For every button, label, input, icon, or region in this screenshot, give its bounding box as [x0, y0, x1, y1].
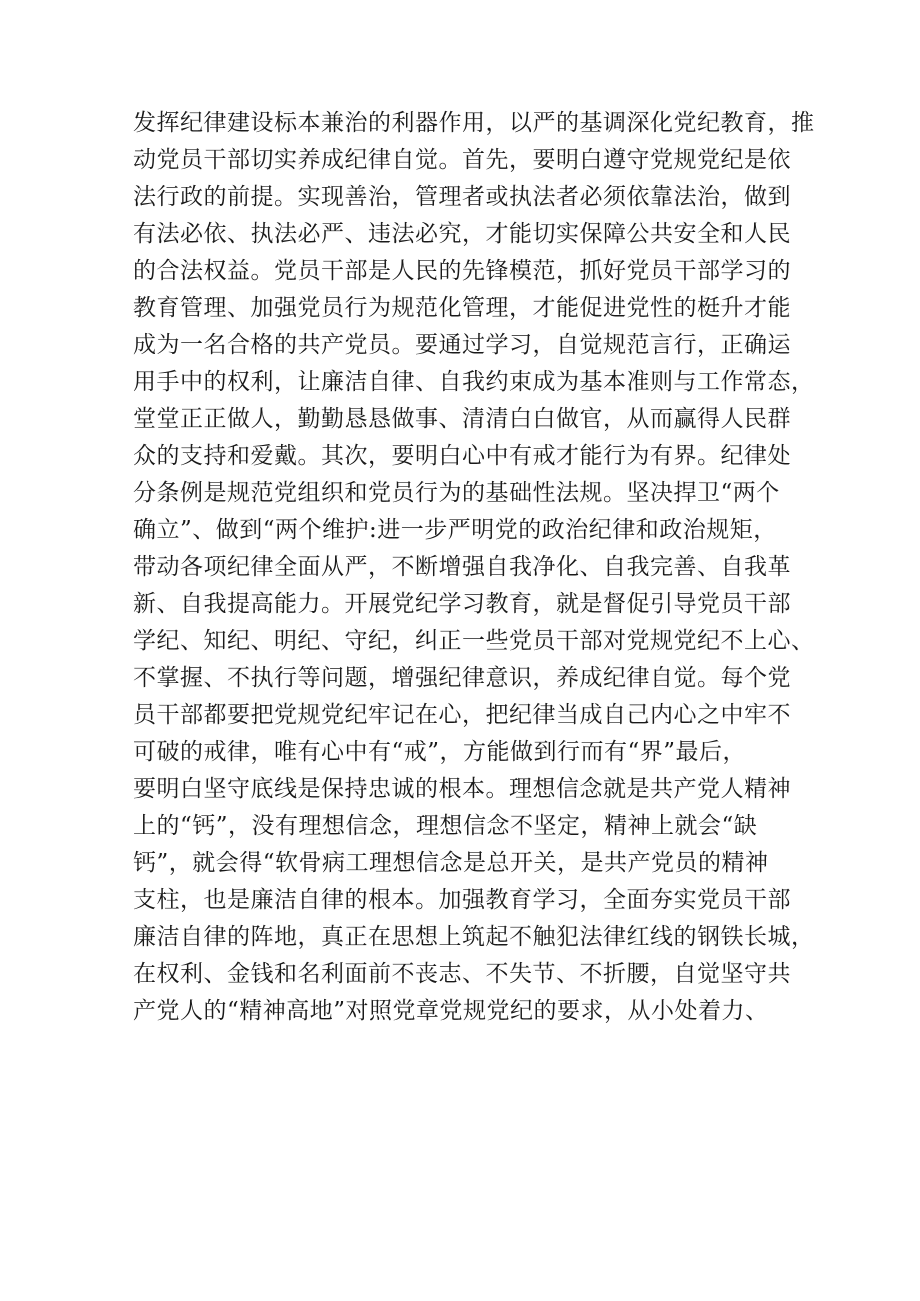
text-line: 法行政的前提。实现善治，管理者或执法者必须依靠法治，做到: [133, 184, 791, 210]
text-line: 学纪、知纪、明纪、守纪，纠正一些党员干部对党规党纪不上心、: [133, 628, 815, 654]
text-line: 发挥纪律建设标本兼治的利器作用，以严的基调深化党纪教育，推: [133, 110, 815, 136]
text-line: 众的支持和爱戴。其次，要明白心中有戒才能行为有界。纪律处: [133, 443, 791, 469]
text-line: 在权利、金钱和名利面前不丧志、不失节、不折腰，自觉坚守共: [133, 961, 791, 987]
text-line: 不掌握、不执行等问题，增强纪律意识，养成纪律自觉。每个党: [133, 665, 791, 691]
text-line: 员干部都要把党规党纪牢记在心，把纪律当成自己内心之中牢不: [133, 702, 791, 728]
text-line: 要明白坚守底线是保持忠诚的根本。理想信念就是共产党人精神: [133, 776, 791, 802]
text-line: 分条例是规范党组织和党员行为的基础性法规。坚决捍卫“两个: [133, 480, 780, 506]
text-line: 可破的戒律，唯有心中有“戒”，方能做到行而有“界”最后，: [133, 739, 747, 765]
text-line: 上的“钙”，没有理想信念，理想信念不坚定，精神上就会“缺: [133, 813, 758, 839]
text-line: 成为一名合格的共产党员。要通过学习，自觉规范言行，正确运: [133, 332, 791, 358]
text-line: 教育管理、加强党员行为规范化管理，才能促进党性的梃升才能: [133, 295, 791, 321]
body-paragraph: [133, 105, 815, 1030]
text-line: 支柱，也是廉洁自律的根本。加强教育学习，全面夯实党员干部: [133, 887, 791, 913]
text-line: 堂堂正正做人，勤勤恳恳做事、清清白白做官，从而赢得人民群: [133, 406, 791, 432]
text-line: 的合法权益。党员干部是人民的先锋模范，抓好党员干部学习的: [133, 258, 791, 284]
text-line: 产党人的“精神高地”对照党章党规党纪的要求，从小处着力、: [133, 998, 769, 1024]
text-line: 廉洁自律的阵地，真正在思想上筑起不触犯法律红线的钢铁长城，: [133, 924, 815, 950]
text-line: 钙”，就会得“软骨病工理想信念是总开关，是共产党员的精神: [133, 850, 769, 876]
text-line: 用手中的权利，让廉洁自律、自我约束成为基本准则与工作常态，: [133, 369, 815, 395]
text-line: 动党员干部切实养成纪律自觉。首先，要明白遵守党规党纪是依: [133, 147, 791, 173]
text-line: 确立”、做到“两个维护:进一步严明党的政治纪律和政治规矩，: [133, 517, 777, 543]
text-line: 带动各项纪律全面从严，不断增强自我净化、自我完善、自我革: [133, 554, 791, 580]
text-line: 有法必依、执法必严、违法必究，才能切实保障公共安全和人民: [133, 221, 791, 247]
text-line: 新、自我提高能力。开展党纪学习教育，就是督促引导党员干部: [133, 591, 791, 617]
